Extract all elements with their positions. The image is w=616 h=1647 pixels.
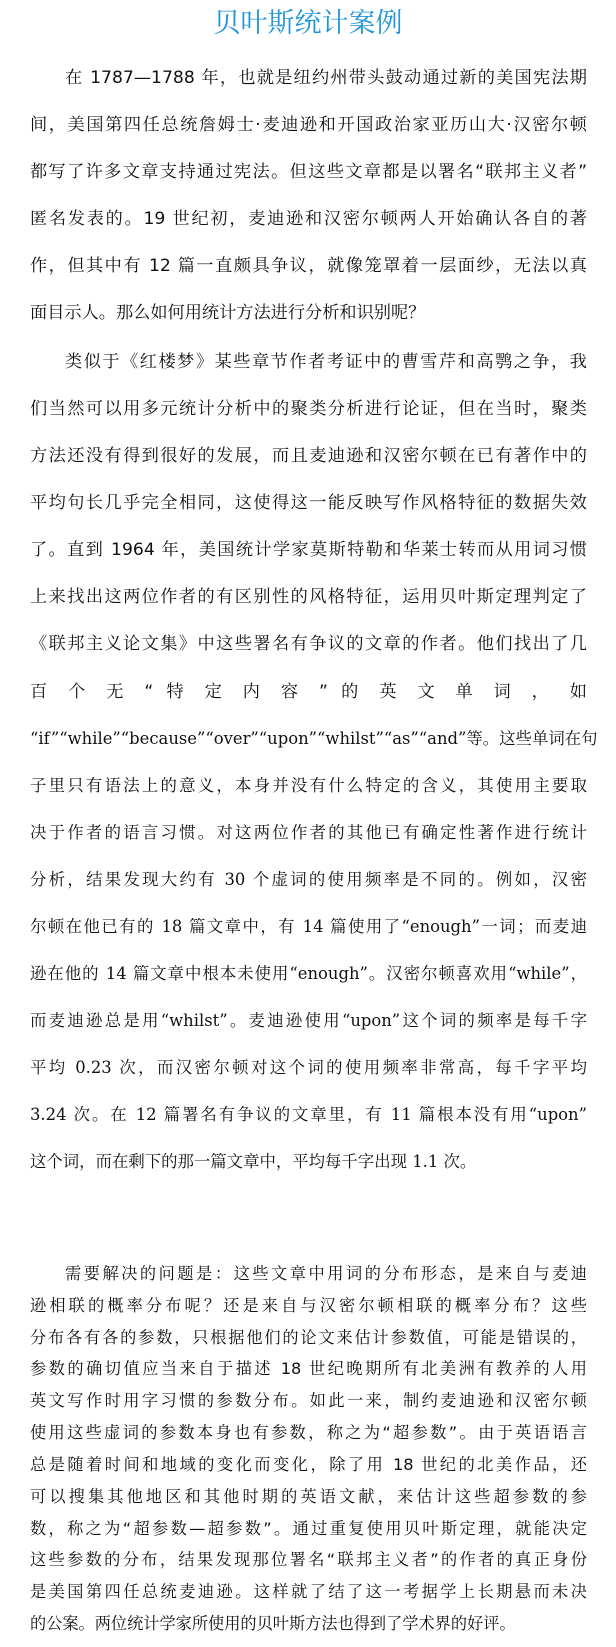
text-line: 间，美国第四任总统詹姆士·麦迪逊和开国政治家亚历山大·汉密尔顿: [30, 115, 587, 135]
text-line: 作，但其中有 12 篇一直颇具争议，就像笼罩着一层面纱，无法以真: [30, 256, 587, 276]
text-line: 平均句长几乎完全相同，这使得这一能反映写作风格特征的数据失效: [30, 493, 587, 513]
text-line: 逊在他的 14 篇文章中根本未使用“enough”。汉密尔顿喜欢用“while”，: [30, 964, 587, 983]
text-line: 平均 0.23 次，而汉密尔顿对这个词的使用频率非常高，每千字平均: [30, 1058, 587, 1077]
text-line: 面目示人。那么如何用统计方法进行分析和识别呢？: [30, 303, 426, 323]
text-line: 英文写作时用字习惯的参数分布。如此一来，制约麦迪逊和汉密尔顿: [30, 1391, 587, 1410]
text-line: 尔顿在他已有的 18 篇文章中，有 14 篇使用了“enough”一词；而麦迪: [30, 917, 587, 936]
text-line: 这些参数的分布，结果发现那位署名“联邦主义者”的作者的真正身份: [30, 1550, 587, 1569]
text-line: 的公案。两位统计学家所使用的贝叶斯方法也得到了学术界的好评。: [30, 1614, 516, 1633]
text-line: 总是随着时间和地域的变化而变化，除了用 18 世纪的北美作品，还: [30, 1455, 587, 1474]
text-line: 百 个 无 “ 特 定 内 容 ” 的 英 文 单 词 ， 如: [30, 682, 587, 702]
text-line: 决于作者的语言习惯。对这两位作者的其他已有确定性著作进行统计: [30, 823, 587, 842]
text-line: 上来找出这两位作者的有区别性的风格特征，运用贝叶斯定理判定了: [30, 587, 587, 607]
text-line: 在 1787—1788 年，也就是纽约州带头鼓动通过新的美国宪法期: [65, 68, 587, 88]
text-line: 都写了许多文章支持通过宪法。但这些文章都是以署名“联邦主义者”: [30, 162, 587, 182]
text-line: 需要解决的问题是：这些文章中用词的分布形态，是来自与麦迪: [65, 1264, 587, 1283]
text-line: 们当然可以用多元统计分析中的聚类分析进行论证，但在当时，聚类: [30, 399, 587, 419]
text-line: 使用这些虚词的参数本身也有参数，称之为“超参数”。由于英语语言: [30, 1423, 587, 1442]
text-line: 3.24 次。在 12 篇署名有争议的文章里，有 11 篇根本没有用“upon”: [30, 1105, 587, 1124]
text-line: 匿名发表的。19 世纪初，麦迪逊和汉密尔顿两人开始确认各自的著: [30, 209, 587, 229]
text-line: 方法还没有得到很好的发展，而且麦迪逊和汉密尔顿在已有著作中的: [30, 446, 587, 466]
text-line: 子里只有语法上的意义，本身并没有什么特定的含义，其使用主要取: [30, 776, 587, 795]
text-line: 类似于《红楼梦》某些章节作者考证中的曹雪芹和高鹗之争，我: [65, 352, 587, 372]
text-line: 逊相联的概率分布呢？还是来自与汉密尔顿相联的概率分布？这些: [30, 1296, 587, 1315]
text-line: 数，称之为“超参数—超参数”。通过重复使用贝叶斯定理，就能决定: [30, 1519, 587, 1538]
text-line: 这个词，而在剩下的那一篇文章中，平均每千字出现 1.1 次。: [30, 1152, 477, 1171]
text-line: 分析，结果发现大约有 30 个虚词的使用频率是不同的。例如，汉密: [30, 870, 587, 889]
text-line: 《联邦主义论文集》中这些署名有争议的文章的作者。他们找出了几: [30, 634, 587, 654]
text-line: 了。直到 1964 年，美国统计学家莫斯特勒和华莱士转而从用词习惯: [30, 540, 587, 560]
text-line: 可以搜集其他地区和其他时期的英语文献，来估计这些超参数的参: [30, 1487, 587, 1506]
text-line: 分布各有各的参数，只根据他们的论文来估计参数值，可能是错误的，: [30, 1328, 587, 1347]
text-line: “if”“while”“because”“over”“upon”“whilst”“as”“and”等。这些单词在句: [30, 729, 598, 748]
text-line: 是美国第四任总统麦迪逊。这样就了结了这一考据学上长期悬而未决: [30, 1582, 587, 1601]
page-title: 贝叶斯统计案例: [213, 8, 403, 39]
text-line: 而麦迪逊总是用“whilst”。麦迪逊使用“upon”这个词的频率是每千字: [30, 1011, 587, 1030]
text-line: 参数的确切值应当来自于描述 18 世纪晚期所有北美洲有教养的人用: [30, 1359, 587, 1378]
